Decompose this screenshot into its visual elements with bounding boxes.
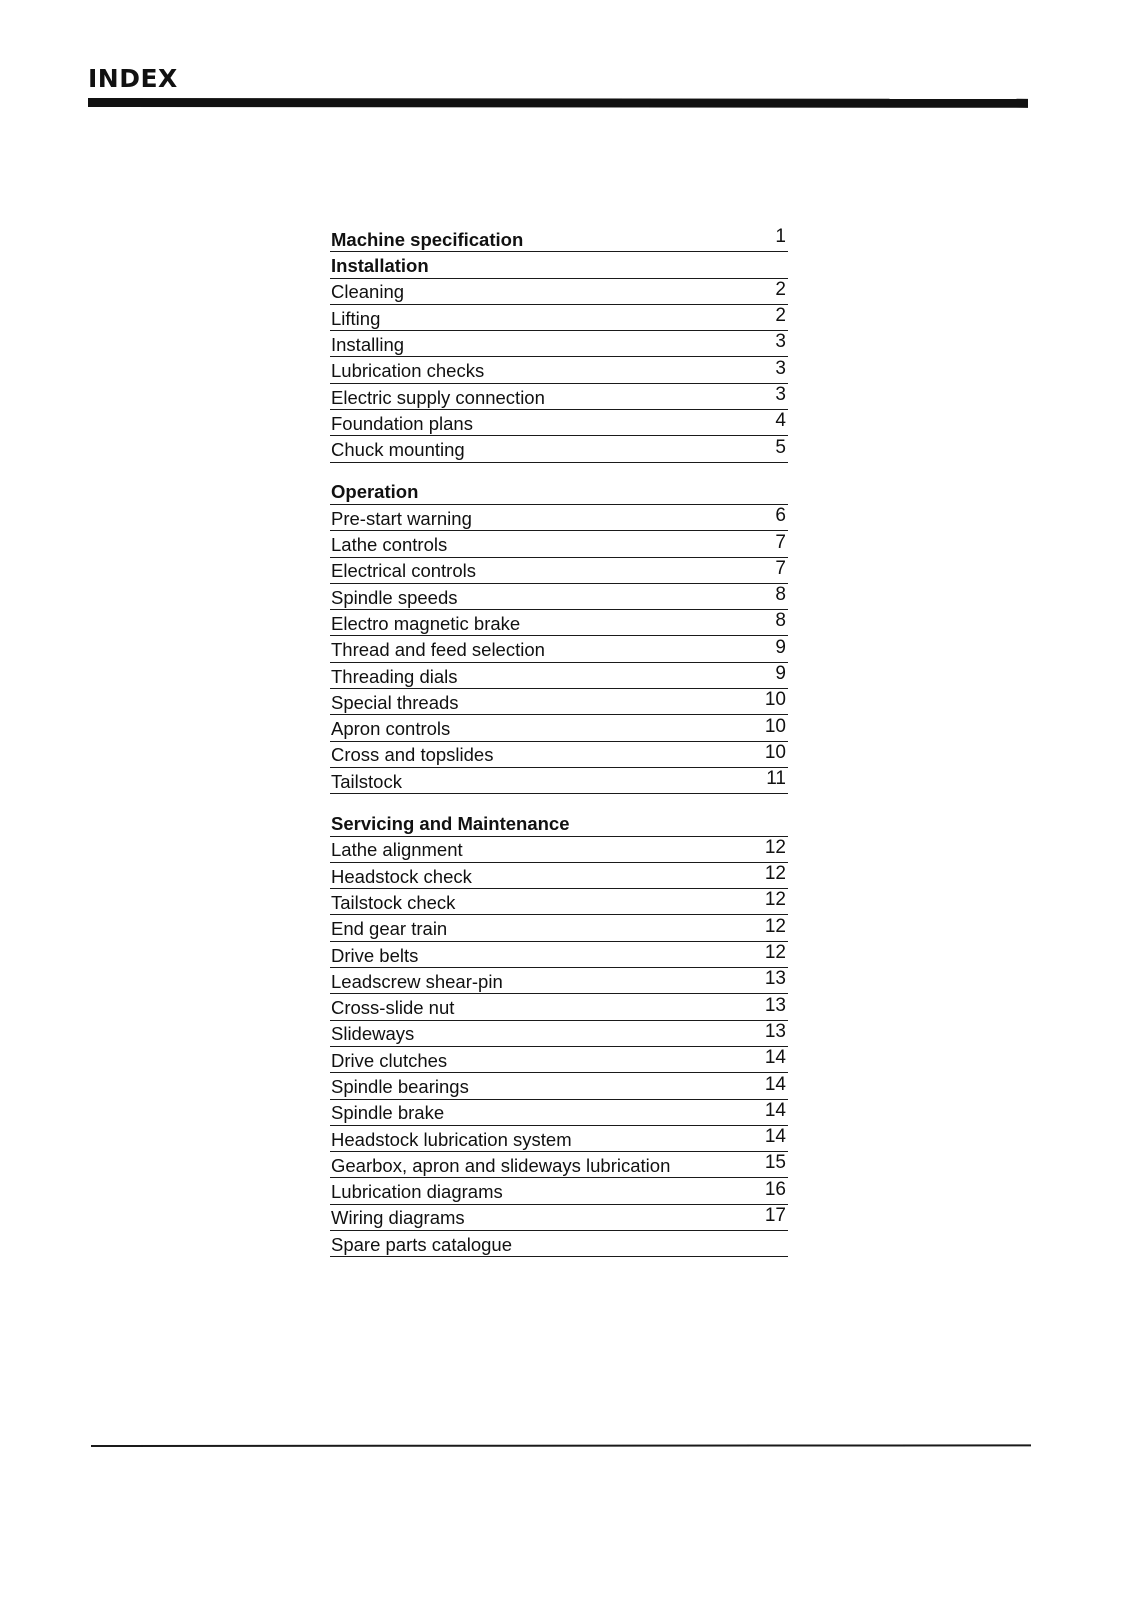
toc-entry-page-number: 10 bbox=[764, 715, 786, 737]
toc-entry-label: Cleaning bbox=[331, 281, 405, 303]
toc-entry-page-number: 14 bbox=[764, 1047, 786, 1069]
toc-entry-page-number: 12 bbox=[764, 836, 786, 858]
toc-entry-page-number: 9 bbox=[775, 636, 786, 658]
toc-entry bbox=[330, 505, 788, 531]
toc-entry bbox=[330, 837, 788, 863]
toc-section-heading bbox=[330, 226, 788, 252]
toc-entry bbox=[330, 1205, 788, 1231]
toc-section-heading bbox=[330, 252, 788, 278]
toc-entry-label: Installation bbox=[331, 255, 429, 277]
toc-entry bbox=[330, 1231, 788, 1257]
toc-entry-label: Spindle bearings bbox=[331, 1076, 469, 1097]
toc-entry bbox=[330, 663, 788, 689]
toc-entry bbox=[330, 889, 788, 915]
toc-entry-page-number: 10 bbox=[764, 689, 786, 711]
toc-entry-label: Leadscrew shear-pin bbox=[331, 970, 503, 992]
toc-section-heading bbox=[330, 479, 788, 505]
toc-entry-page-number: 3 bbox=[775, 357, 786, 379]
toc-entry-page-number: 12 bbox=[764, 915, 786, 937]
toc-entry-page-number: 14 bbox=[764, 1073, 786, 1095]
toc-entry-page-number: 12 bbox=[764, 942, 786, 964]
toc-entry-label: Lifting bbox=[331, 307, 381, 329]
toc-entry-page-number: 3 bbox=[775, 384, 786, 406]
toc-entry bbox=[330, 436, 788, 462]
toc-entry-label: Spindle speeds bbox=[331, 586, 458, 608]
toc-entry-label: Threading dials bbox=[331, 665, 458, 687]
toc-entry-label: Drive clutches bbox=[331, 1049, 448, 1071]
toc-entry-label: Tailstock check bbox=[331, 891, 456, 913]
toc-entry-page-number: 7 bbox=[775, 557, 786, 579]
toc-entry bbox=[330, 1073, 788, 1099]
toc-entry-label: Operation bbox=[331, 481, 419, 503]
toc-entry-label: Wiring diagrams bbox=[331, 1207, 465, 1229]
toc-entry-page-number: 2 bbox=[775, 278, 786, 300]
toc-entry-label: Cross and topslides bbox=[331, 744, 494, 766]
toc-entry-page-number: 8 bbox=[775, 610, 786, 632]
toc-entry bbox=[330, 636, 788, 662]
toc-entry-label: Gearbox, apron and slideways lubrication bbox=[331, 1154, 671, 1176]
toc-entry bbox=[330, 558, 788, 584]
toc-entry-label: Headstock check bbox=[331, 865, 472, 887]
toc-entry-page-number: 16 bbox=[764, 1178, 786, 1200]
toc-entry bbox=[330, 1100, 788, 1126]
toc-entry-page-number: 14 bbox=[764, 1099, 786, 1121]
toc-entry-page-number: 7 bbox=[775, 531, 786, 553]
toc-section bbox=[330, 226, 788, 463]
toc-entry bbox=[330, 715, 788, 741]
toc-entry bbox=[330, 942, 788, 968]
toc-entry bbox=[330, 331, 788, 357]
toc-entry-page-number: 14 bbox=[764, 1126, 786, 1148]
toc-entry-label: Apron controls bbox=[331, 718, 451, 740]
toc-section bbox=[330, 810, 788, 1257]
toc-entry bbox=[330, 357, 788, 383]
toc-entry-page-number: 2 bbox=[775, 305, 786, 327]
toc-entry-page-number: 12 bbox=[764, 863, 786, 885]
toc-entry bbox=[330, 410, 788, 436]
toc-entry-label: End gear train bbox=[331, 918, 448, 940]
toc-entry-page-number: 10 bbox=[764, 741, 786, 763]
page-title: INDEX bbox=[88, 64, 178, 93]
toc-entry bbox=[330, 742, 788, 768]
toc-entry-page-number: 4 bbox=[775, 410, 786, 432]
toc-entry-label: Thread and feed selection bbox=[331, 639, 545, 661]
toc-entry bbox=[330, 1152, 788, 1178]
toc-entry bbox=[330, 1178, 788, 1204]
toc-entry bbox=[330, 610, 788, 636]
toc-entry-label: Lubrication diagrams bbox=[331, 1181, 503, 1203]
toc-entry bbox=[330, 1126, 788, 1152]
toc-entry bbox=[330, 584, 788, 610]
toc-entry bbox=[330, 1047, 788, 1073]
toc-entry-label: Electro magnetic brake bbox=[331, 612, 521, 634]
toc-entry-page-number: 12 bbox=[764, 889, 786, 911]
toc-entry-page-number: 1 bbox=[775, 226, 786, 248]
toc-entry-label: Lathe controls bbox=[331, 534, 448, 556]
toc-entry-page-number: 17 bbox=[764, 1204, 786, 1226]
toc-section-heading bbox=[330, 810, 788, 836]
toc-entry-page-number: 13 bbox=[764, 1020, 786, 1042]
toc-entry bbox=[330, 384, 788, 410]
toc-entry-label: Slideways bbox=[331, 1023, 415, 1045]
toc-entry-page-number: 13 bbox=[764, 968, 786, 990]
toc-entry-label: Servicing and Maintenance bbox=[331, 813, 570, 835]
toc-entry-page-number: 11 bbox=[766, 768, 786, 790]
toc-entry-label: Tailstock bbox=[331, 770, 402, 792]
toc-entry bbox=[330, 768, 788, 794]
toc-entry-page-number: 3 bbox=[775, 331, 786, 353]
toc-entry-label: Machine specification bbox=[331, 228, 524, 250]
toc-entry bbox=[330, 531, 788, 557]
toc-entry-label: Lathe alignment bbox=[331, 839, 463, 861]
toc-entry bbox=[330, 915, 788, 941]
toc-entry bbox=[330, 689, 788, 715]
toc-entry bbox=[330, 994, 788, 1020]
toc-entry-page-number: 15 bbox=[764, 1152, 786, 1174]
toc-entry-label: Spindle brake bbox=[331, 1102, 445, 1124]
table-of-contents bbox=[330, 226, 788, 1257]
toc-entry bbox=[330, 1021, 788, 1047]
toc-entry-label: Drive belts bbox=[331, 944, 419, 966]
toc-entry-label: Lubrication checks bbox=[331, 360, 485, 382]
toc-section bbox=[330, 479, 788, 795]
toc-entry-page-number: 6 bbox=[775, 505, 786, 527]
toc-entry-label: Spare parts catalogue bbox=[331, 1233, 513, 1255]
toc-entry-label: Electric supply connection bbox=[331, 386, 545, 408]
toc-entry-page-number: 13 bbox=[764, 994, 786, 1016]
title-rule bbox=[88, 98, 1028, 108]
toc-entry bbox=[330, 279, 788, 305]
toc-entry-label: Headstock lubrication system bbox=[331, 1128, 572, 1150]
toc-entry bbox=[330, 863, 788, 889]
toc-entry-page-number: 8 bbox=[775, 584, 786, 606]
toc-entry-page-number: 5 bbox=[775, 436, 786, 458]
toc-entry bbox=[330, 968, 788, 994]
toc-entry-label: Cross-slide nut bbox=[331, 997, 455, 1019]
toc-entry-label: Installing bbox=[331, 333, 405, 355]
toc-entry-label: Electrical controls bbox=[331, 560, 476, 582]
toc-entry bbox=[330, 305, 788, 331]
toc-entry-page-number: 9 bbox=[775, 663, 786, 685]
toc-entry-label: Pre-start warning bbox=[331, 507, 472, 529]
toc-entry-label: Special threads bbox=[331, 691, 459, 713]
footer-rule bbox=[91, 1444, 1031, 1447]
toc-entry-label: Foundation plans bbox=[331, 412, 473, 434]
toc-entry-label: Chuck mounting bbox=[331, 439, 465, 461]
